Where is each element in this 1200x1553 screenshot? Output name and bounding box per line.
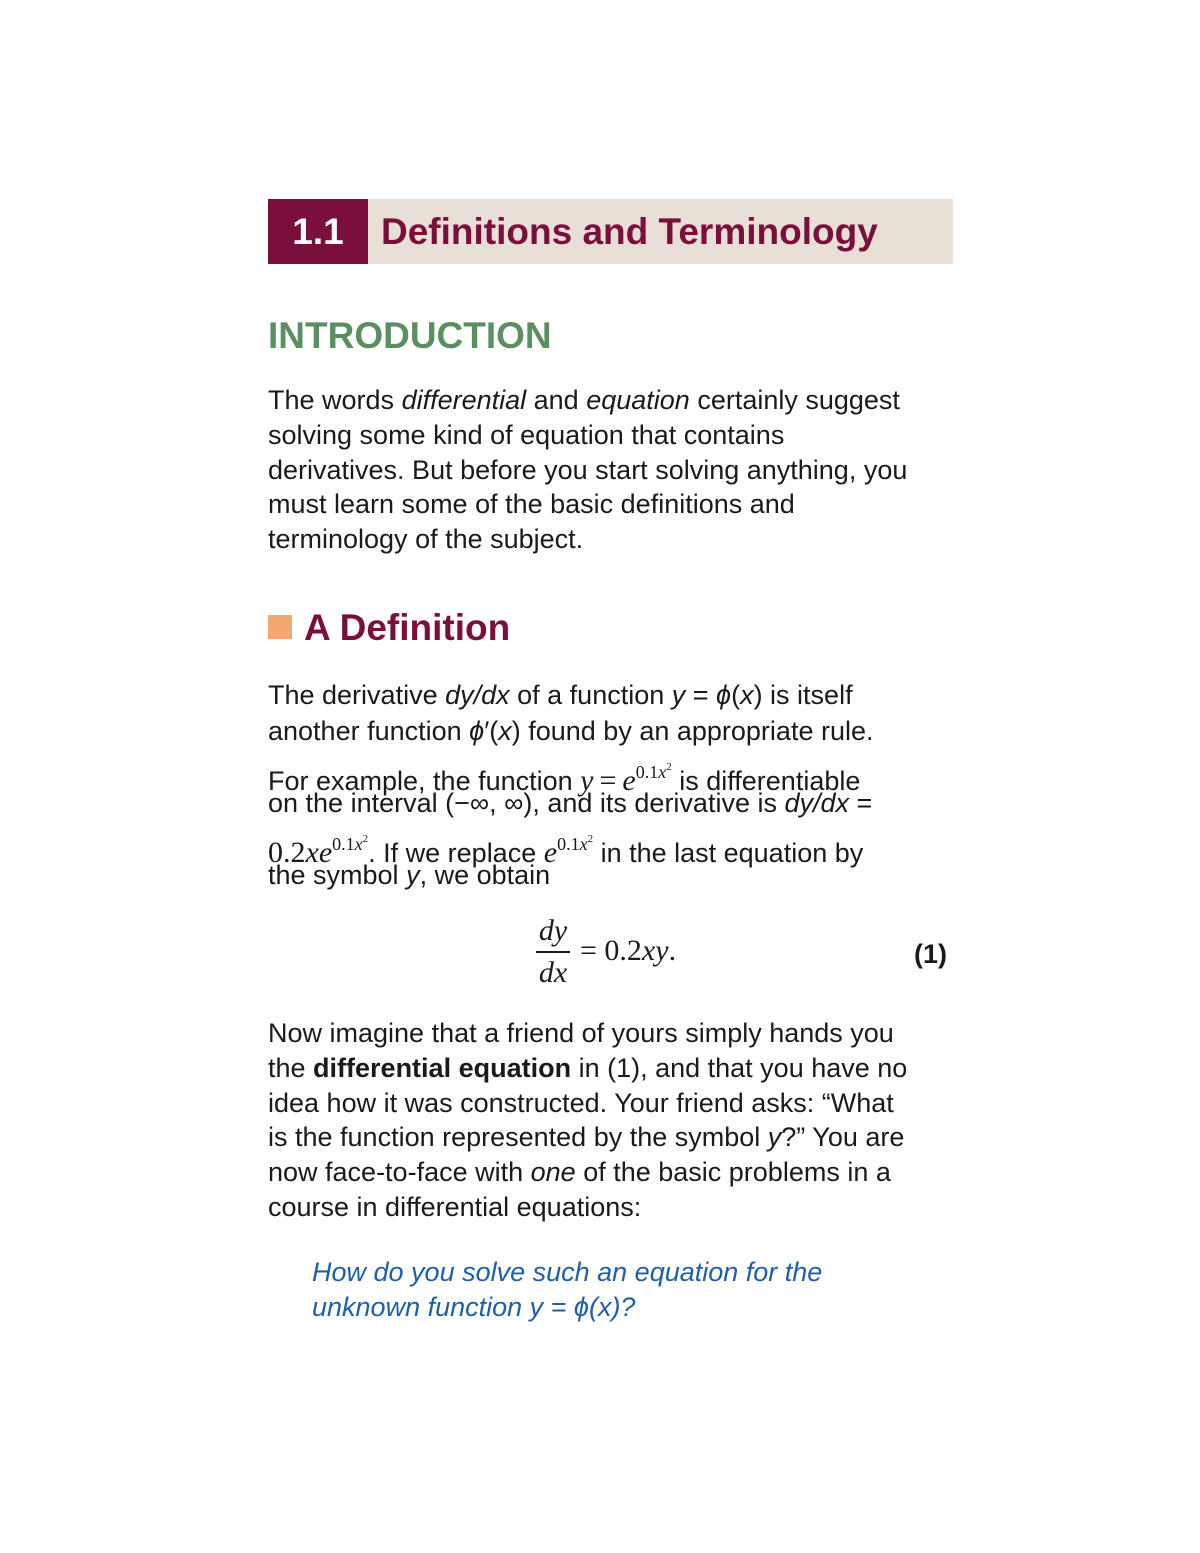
intro-line: derivatives. But before you start solving anything, you bbox=[268, 454, 908, 485]
fraction-bar bbox=[536, 951, 570, 953]
body-line: is the function represented by the symbol y?” You are bbox=[268, 1122, 905, 1153]
exponent: 0.1x2 bbox=[635, 761, 672, 782]
fraction-denominator: dx bbox=[538, 955, 568, 989]
question-line: unknown function y = ϕ(x)? bbox=[312, 1291, 636, 1322]
fraction-numerator: dy bbox=[538, 914, 568, 947]
section-header bbox=[268, 199, 953, 264]
intro-line: The words differential and equation certainly suggest bbox=[268, 385, 900, 415]
definition-heading bbox=[268, 606, 510, 650]
exponent: 0.1x2 bbox=[557, 833, 594, 854]
question-line: How do you solve such an equation for the bbox=[312, 1257, 823, 1287]
definition-line: For example, the function $y = e^{0.1x^2}$ is differentiable bbox=[268, 761, 861, 797]
exponent: 0.1x2 bbox=[332, 833, 369, 854]
body-line: Now imagine that a friend of yours simply hands you bbox=[268, 1018, 894, 1048]
definition-line: the symbol y, we obtain bbox=[268, 860, 551, 890]
equation-number: (1) bbox=[914, 939, 947, 969]
body-line: the differential equation in (1), and that you have no bbox=[268, 1052, 908, 1083]
body-line: course in differential equations: bbox=[268, 1191, 642, 1222]
definition-line: another function ϕ′(x) found by an appropriate rule. bbox=[268, 716, 874, 746]
section-number: 1.1 bbox=[268, 199, 368, 264]
body-paragraph bbox=[268, 1016, 968, 1225]
square-bullet-icon bbox=[268, 615, 292, 639]
section-title: Definitions and Terminology bbox=[381, 211, 878, 252]
equation-rhs: = 0.2xy. bbox=[580, 934, 677, 967]
intro-line: must learn some of the basic definitions and bbox=[268, 489, 795, 520]
fraction bbox=[536, 912, 570, 992]
definition-heading-text: A Definition bbox=[304, 607, 511, 648]
introduction-paragraph bbox=[268, 383, 968, 557]
definition-paragraph bbox=[268, 677, 968, 893]
key-question bbox=[312, 1255, 932, 1325]
body-line: now face-to-face with one of the basic problems in a bbox=[268, 1157, 891, 1188]
intro-line: terminology of the subject. bbox=[268, 524, 584, 555]
definition-line: on the interval (−∞, ∞), and its derivative is dy/dx = bbox=[268, 788, 873, 818]
definition-line: The derivative dy/dx of a function y = ϕ(x) is itself bbox=[268, 680, 853, 710]
introduction-heading: INTRODUCTION bbox=[268, 315, 552, 356]
body-line: idea how it was constructed. Your friend asks: “What bbox=[268, 1087, 894, 1118]
intro-line: solving some kind of equation that contains bbox=[268, 419, 785, 450]
definition-line: $0.2xe^{0.1x^2}$. If we replace $e^{0.1x^2}$ in the last equation by bbox=[268, 833, 864, 869]
